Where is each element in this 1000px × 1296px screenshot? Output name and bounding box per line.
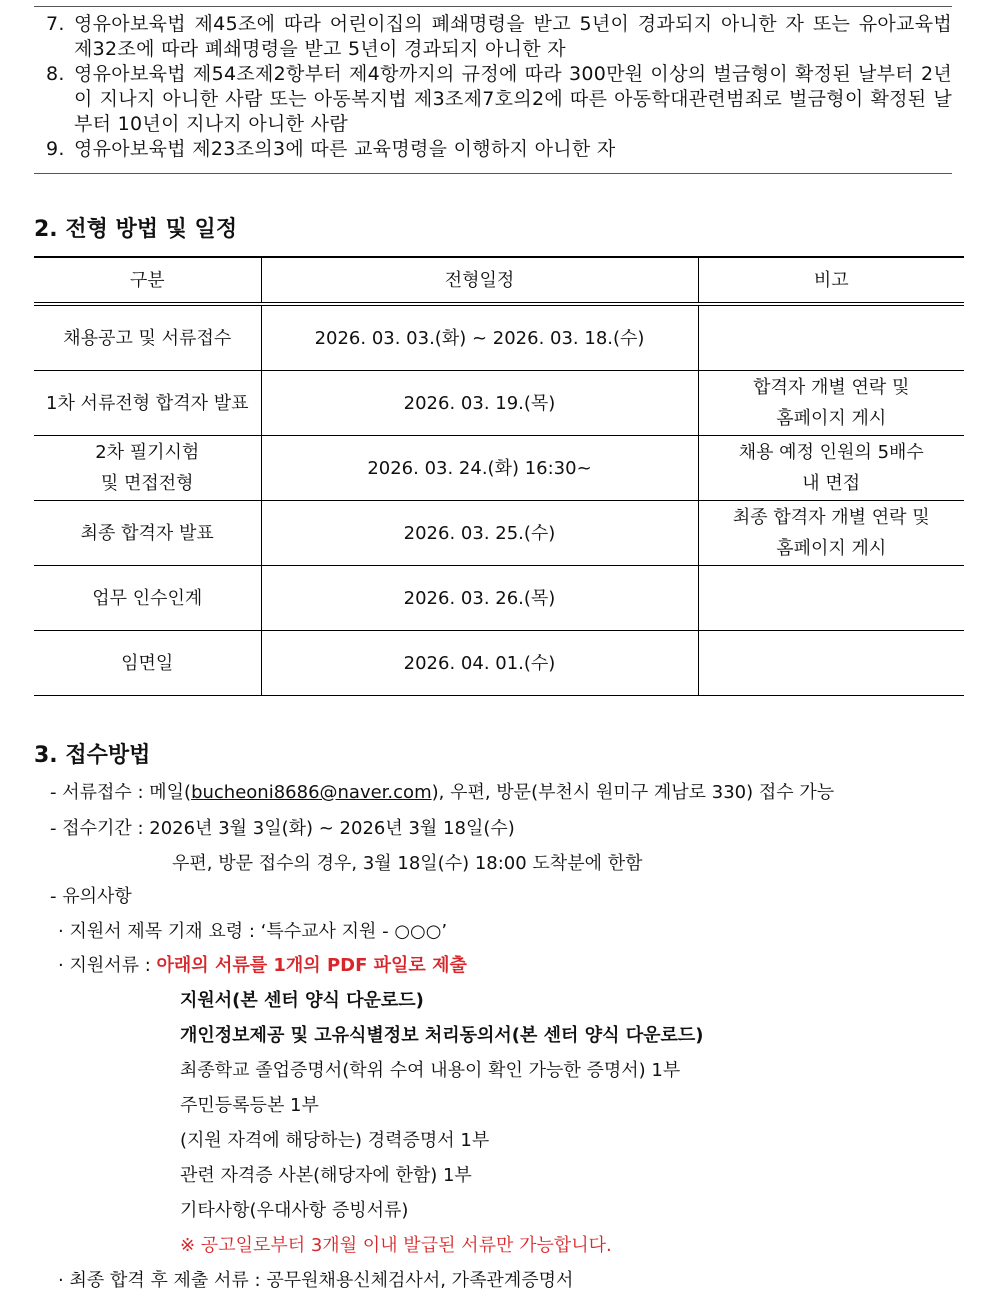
section-title-application: 3. 접수방법 — [34, 743, 151, 768]
doc-item: 최종학교 졸업증명서(학위 수여 내용이 확인 가능한 증명서) 1부 — [180, 1060, 681, 1081]
table-row — [34, 304, 964, 371]
list-bottom-divider — [34, 173, 952, 174]
note-line: 내 면접 — [802, 473, 861, 494]
date-cell: 2026. 03. 19.(목) — [261, 371, 698, 436]
item-text: 영유아보육법 제23조의3에 따른 교육명령을 이행하지 아니한 자 — [74, 138, 616, 160]
list-item — [34, 137, 952, 162]
item-text: 영유아보육법 제45조에 따라 어린이집의 폐쇄명령을 받고 5년이 경과되지 아니한 자 또는 유아교육법 제32조에 따라 폐쇄명령을 받고 5년이 경과되지 아니한 자 — [74, 13, 952, 60]
notice-label: - 유의사항 — [50, 886, 132, 907]
docs-warning: ※ 공고일로부터 3개월 이내 발급된 서류만 가능합니다. — [180, 1235, 612, 1256]
date-cell: 2026. 03. 24.(화) 16:30~ — [261, 436, 698, 501]
note-cell — [698, 501, 964, 566]
doc-item: 관련 자격증 사본(해당자에 한함) 1부 — [180, 1165, 472, 1186]
note-cell — [698, 566, 964, 631]
receipt-line — [50, 780, 834, 806]
date-cell: 2026. 03. 03.(화) ~ 2026. 03. 18.(수) — [261, 304, 698, 371]
stage-cell: 업무 인수인계 — [34, 566, 261, 631]
note-line: 최종 합격자 개별 연락 및 — [732, 507, 930, 528]
note-cell — [698, 436, 964, 501]
note-line: 홈페이지 게시 — [776, 408, 887, 429]
item-number: 8. — [46, 63, 65, 85]
note-line: 합격자 개별 연락 및 — [753, 377, 910, 398]
stage-cell: 최종 합격자 발표 — [34, 501, 261, 566]
item-text: 영유아보육법 제54조제2항부터 제4항까지의 규정에 따라 300만원 이상의 벌금형이 확정된 날부터 2년이 지나지 아니한 사람 또는 아동복지법 제3조제7호의2에 따른 아동학대관련범죄로 벌금형이 확정된 날부터 10년이 지나지 아니한 사람 — [74, 63, 952, 135]
note-cell — [698, 631, 964, 696]
item-number: 9. — [46, 138, 65, 160]
doc-item: 주민등록등본 1부 — [180, 1095, 319, 1116]
date-cell: 2026. 03. 26.(목) — [261, 566, 698, 631]
header-note: 비고 — [698, 257, 964, 304]
top-divider — [34, 6, 952, 7]
docs-line — [58, 953, 467, 979]
header-category: 구분 — [34, 257, 261, 304]
period-note: 우편, 방문 접수의 경우, 3월 18일(수) 18:00 도착분에 한함 — [172, 853, 643, 874]
header-schedule: 전형일정 — [261, 257, 698, 304]
table-row — [34, 566, 964, 631]
list-item — [34, 12, 952, 62]
item-number: 7. — [46, 13, 65, 35]
docs-highlight: 아래의 서류를 1개의 PDF 파일로 제출 — [156, 955, 467, 976]
receipt-prefix: - 서류접수 : 메일( — [50, 782, 192, 803]
stage-cell — [34, 436, 261, 501]
period-line: - 접수기간 : 2026년 3월 3일(화) ~ 2026년 3월 18일(수) — [50, 818, 515, 839]
doc-item: (지원 자격에 해당하는) 경력증명서 1부 — [180, 1130, 490, 1151]
table-row — [34, 501, 964, 566]
stage-cell: 임면일 — [34, 631, 261, 696]
doc-item: 기타사항(우대사항 증빙서류) — [180, 1200, 409, 1221]
note-cell — [698, 371, 964, 436]
eligibility-list — [34, 12, 952, 162]
stage-cell: 채용공고 및 서류접수 — [34, 304, 261, 371]
table-row — [34, 436, 964, 501]
stage-line: 및 면접전형 — [100, 473, 194, 494]
receipt-suffix: ), 우편, 방문(부천시 원미구 계남로 330) 접수 가능 — [431, 782, 835, 803]
date-cell: 2026. 03. 25.(수) — [261, 501, 698, 566]
table-row — [34, 631, 964, 696]
section-title-schedule: 2. 전형 방법 및 일정 — [34, 217, 238, 242]
doc-item: 지원서(본 센터 양식 다운로드) — [180, 990, 424, 1011]
stage-line: 2차 필기시험 — [95, 442, 200, 463]
note-line: 채용 예정 인원의 5배수 — [738, 442, 924, 463]
table-row — [34, 371, 964, 436]
final-docs-line: · 최종 합격 후 제출 서류 : 공무원채용신체검사서, 가족관계증명서 — [58, 1270, 574, 1291]
note-cell — [698, 304, 964, 371]
title-rule-line: · 지원서 제목 기재 요령 : ‘특수교사 지원 - ○○○’ — [58, 921, 448, 942]
docs-label: · 지원서류 : — [58, 955, 157, 976]
stage-cell: 1차 서류전형 합격자 발표 — [34, 371, 261, 436]
date-cell: 2026. 04. 01.(수) — [261, 631, 698, 696]
email-link[interactable]: bucheoni8686@naver.com — [191, 782, 432, 803]
list-item — [34, 62, 952, 137]
note-line: 홈페이지 게시 — [776, 538, 887, 559]
doc-item: 개인정보제공 및 고유식별정보 처리동의서(본 센터 양식 다운로드) — [180, 1025, 704, 1046]
schedule-table — [34, 256, 964, 696]
table-header-row — [34, 257, 964, 304]
